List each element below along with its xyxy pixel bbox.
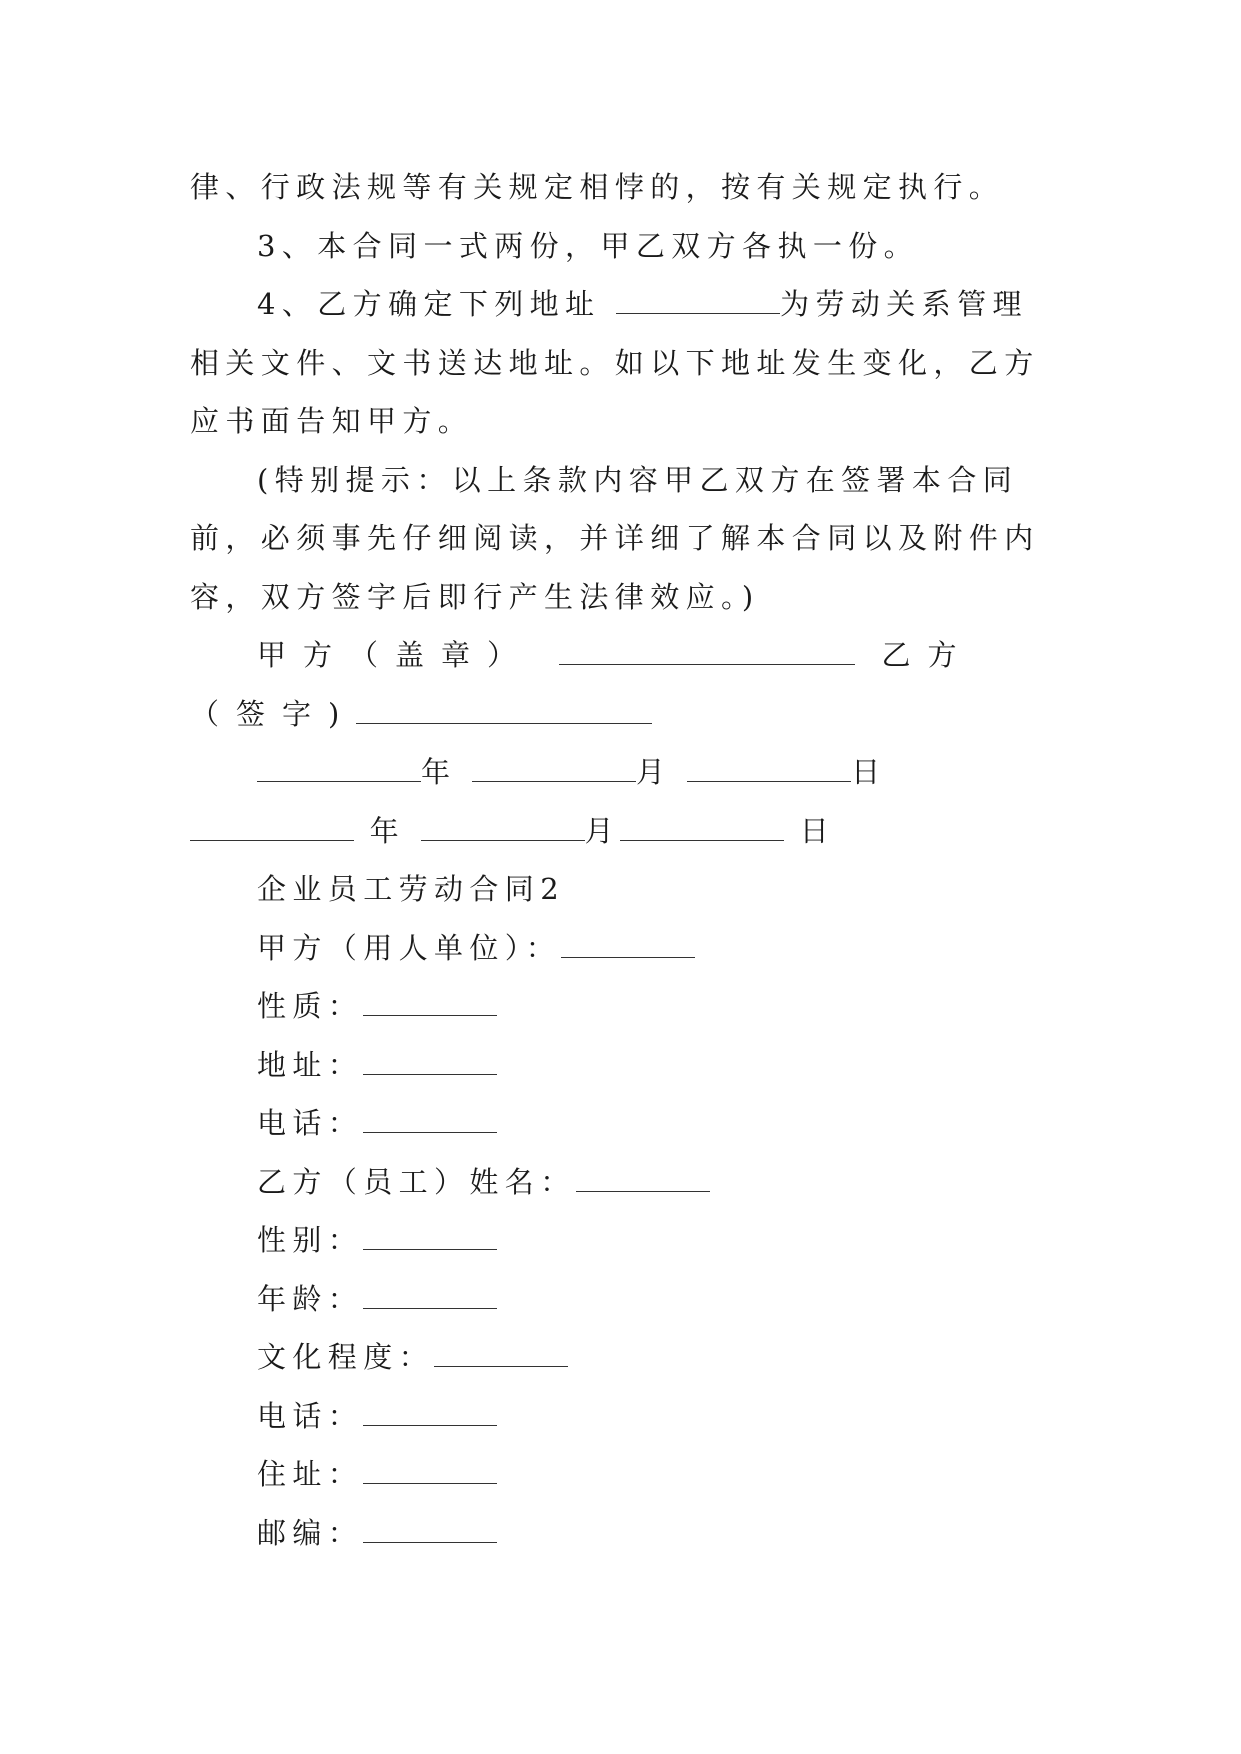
field-label: 年龄：	[257, 1281, 364, 1316]
paragraph-law-clause	[190, 158, 1050, 217]
address-text-end: 为劳动关系管理相关文件、文书送达地址。如以下地址发生变化，乙方应书面告知甲方。	[190, 287, 1040, 438]
field-age	[190, 1270, 1050, 1329]
party-b-sign-label: 乙方（签字)	[190, 638, 974, 731]
field-postcode	[190, 1504, 1050, 1563]
field-blank[interactable]	[363, 1459, 497, 1484]
field-label: 电话：	[257, 1106, 364, 1140]
party-a-year-blank[interactable]	[257, 757, 421, 782]
field-blank[interactable]	[434, 1342, 568, 1367]
date-line	[190, 743, 1050, 860]
field-label: 性别：	[257, 1223, 364, 1257]
field-blank[interactable]	[576, 1167, 710, 1192]
address-blank[interactable]	[616, 289, 780, 314]
field-label: 乙方（员工）姓名：	[257, 1164, 576, 1199]
party-b-day-blank[interactable]	[620, 816, 784, 841]
party-b-month-label: 月	[584, 813, 621, 848]
field-label: 住址：	[257, 1457, 364, 1491]
party-a-seal-blank[interactable]	[559, 640, 855, 665]
party-a-seal-label: 甲方（盖章）	[257, 638, 534, 672]
copies-text: 3、本合同一式两份，甲乙双方各执一份。	[257, 228, 920, 263]
party-a-month-label: 月	[636, 755, 672, 789]
field-employee-name	[190, 1153, 1050, 1212]
field-label: 甲方（用人单位）：	[257, 930, 562, 965]
field-blank[interactable]	[561, 933, 695, 958]
field-residence	[190, 1445, 1050, 1504]
field-label: 地址：	[257, 1047, 364, 1082]
field-employer-phone	[190, 1094, 1050, 1153]
field-address	[190, 1036, 1050, 1095]
paragraph-special-notice	[190, 451, 1050, 627]
field-nature	[190, 977, 1050, 1036]
field-label: 邮编：	[257, 1515, 364, 1550]
field-blank[interactable]	[363, 1050, 497, 1075]
field-blank[interactable]	[363, 991, 497, 1016]
paragraph-address	[190, 275, 1050, 451]
party-b-day-label: 日	[799, 813, 836, 848]
party-a-month-blank[interactable]	[472, 757, 636, 782]
field-label: 性质：	[257, 989, 364, 1023]
special-notice-text: (特别提示：以上条款内容甲乙双方在签署本合同前，必须事先仔细阅读，并详细了解本合同以及附件内容，双方签字后即行产生法律效应。)	[190, 462, 1040, 614]
party-b-year-blank[interactable]	[190, 816, 354, 841]
field-blank[interactable]	[363, 1401, 497, 1426]
contract-2-title-text: 企业员工劳动合同2	[257, 872, 566, 906]
field-blank[interactable]	[363, 1225, 497, 1250]
field-education	[190, 1328, 1050, 1387]
contract-2-title	[190, 860, 1050, 919]
field-label: 电话：	[257, 1398, 364, 1433]
field-blank[interactable]	[363, 1518, 497, 1543]
field-blank[interactable]	[363, 1284, 497, 1309]
paragraph-copies	[190, 217, 1050, 276]
address-text-start: 4、乙方确定下列地址	[257, 287, 601, 321]
party-a-day-blank[interactable]	[687, 757, 851, 782]
party-b-sign-blank[interactable]	[356, 699, 652, 724]
document-body	[190, 158, 1050, 1562]
field-employee-phone	[190, 1387, 1050, 1446]
party-b-month-blank[interactable]	[421, 816, 585, 841]
party-a-day-label: 日	[851, 755, 887, 789]
law-clause-text: 律、行政法规等有关规定相悖的，按有关规定执行。	[190, 170, 1005, 204]
field-gender	[190, 1211, 1050, 1270]
field-employer	[190, 919, 1050, 978]
field-blank[interactable]	[363, 1108, 497, 1133]
signature-line	[190, 626, 1050, 743]
party-a-year-label: 年	[421, 755, 457, 789]
party-b-year-label: 年	[369, 813, 406, 848]
field-label: 文化程度：	[257, 1340, 435, 1374]
